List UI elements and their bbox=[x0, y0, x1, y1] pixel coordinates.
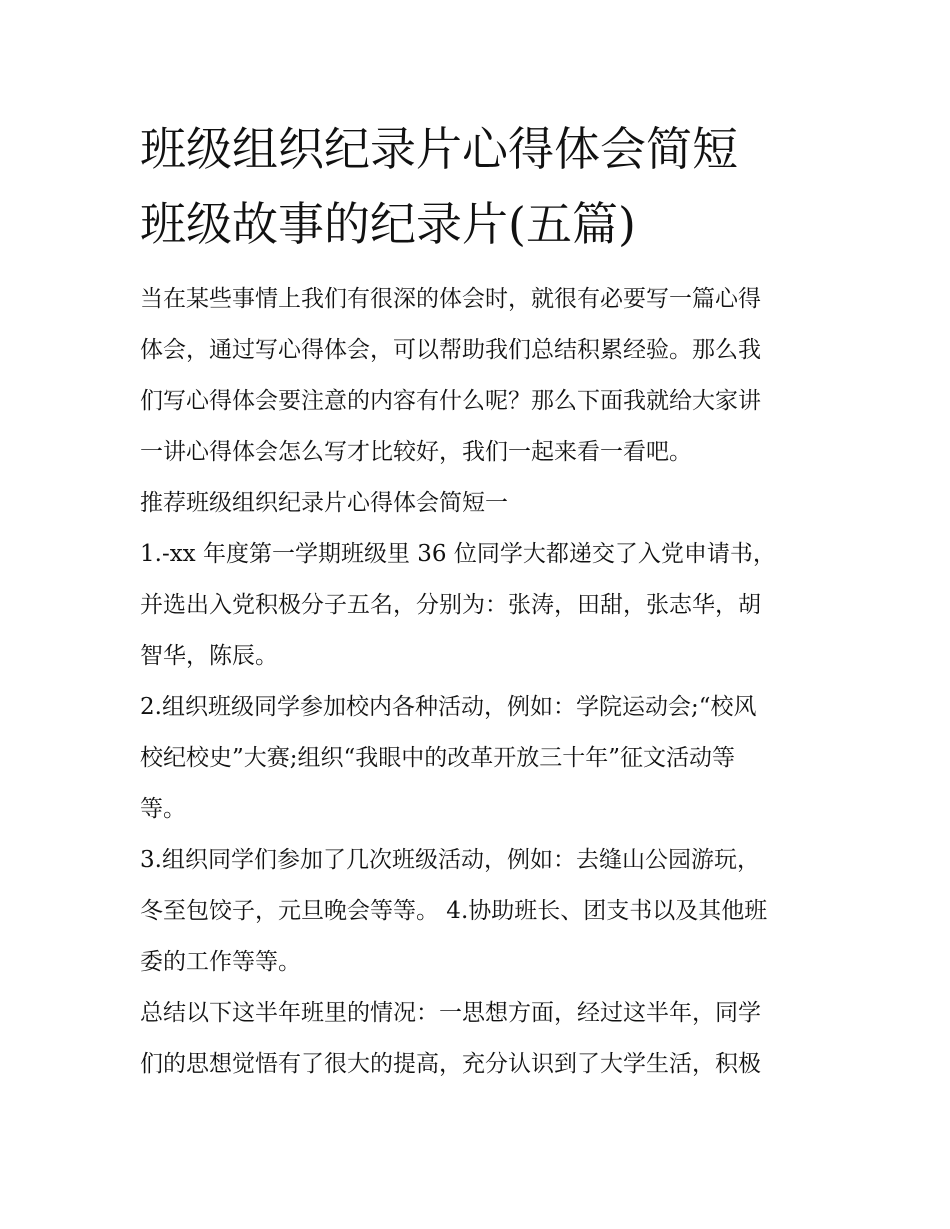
text-line: 总结以下这半年班里的情况：一思想方面，经过这半年，同学 bbox=[140, 1000, 761, 1026]
text-line: 委的工作等等。 bbox=[140, 949, 301, 975]
text-line: 们的思想觉悟有了很大的提高，充分认识到了大学生活，积极 bbox=[140, 1051, 761, 1077]
text-line: 2.组织班级同学参加校内各种活动，例如：学院运动会;“校风 bbox=[140, 694, 757, 720]
document-body bbox=[140, 112, 820, 1090]
text-line: 并选出入党积极分子五名，分别为：张涛，田甜，张志华，胡 bbox=[140, 592, 761, 618]
text-line: 冬至包饺子，元旦晚会等等。 4.协助班长、团支书以及其他班 bbox=[140, 898, 768, 924]
text-line: 一讲心得体会怎么写才比较好，我们一起来看一看吧。 bbox=[140, 439, 692, 465]
list-item-3 bbox=[140, 835, 820, 988]
summary-paragraph bbox=[140, 988, 820, 1090]
document-title bbox=[140, 112, 820, 262]
list-item-1 bbox=[140, 529, 820, 682]
text-line: 3.组织同学们参加了几次班级活动，例如：去缝山公园游玩， bbox=[140, 847, 760, 873]
text-line: 推荐班级组织纪录片心得体会简短一 bbox=[140, 490, 508, 516]
text-line: 们写心得体会要注意的内容有什么呢？那么下面我就给大家讲 bbox=[140, 388, 761, 414]
text-line: 当在某些事情上我们有很深的体会时，就很有必要写一篇心得 bbox=[140, 286, 761, 312]
text-line: 1.-xx 年度第一学期班级里 36 位同学大都递交了入党申请书， bbox=[140, 541, 776, 567]
list-item-2 bbox=[140, 682, 820, 835]
title-line-2: 班级故事的纪录片(五篇) bbox=[140, 197, 636, 251]
text-line: 校纪校史”大赛;组织“我眼中的改革开放三十年”征文活动等 bbox=[140, 745, 736, 771]
intro-paragraph bbox=[140, 274, 820, 478]
text-line: 等。 bbox=[140, 796, 186, 822]
title-line-1: 班级组织纪录片心得体会简短 bbox=[140, 122, 738, 176]
section-heading bbox=[140, 478, 820, 529]
text-line: 智华，陈辰。 bbox=[140, 643, 278, 669]
text-line: 体会，通过写心得体会，可以帮助我们总结积累经验。那么我 bbox=[140, 337, 761, 363]
